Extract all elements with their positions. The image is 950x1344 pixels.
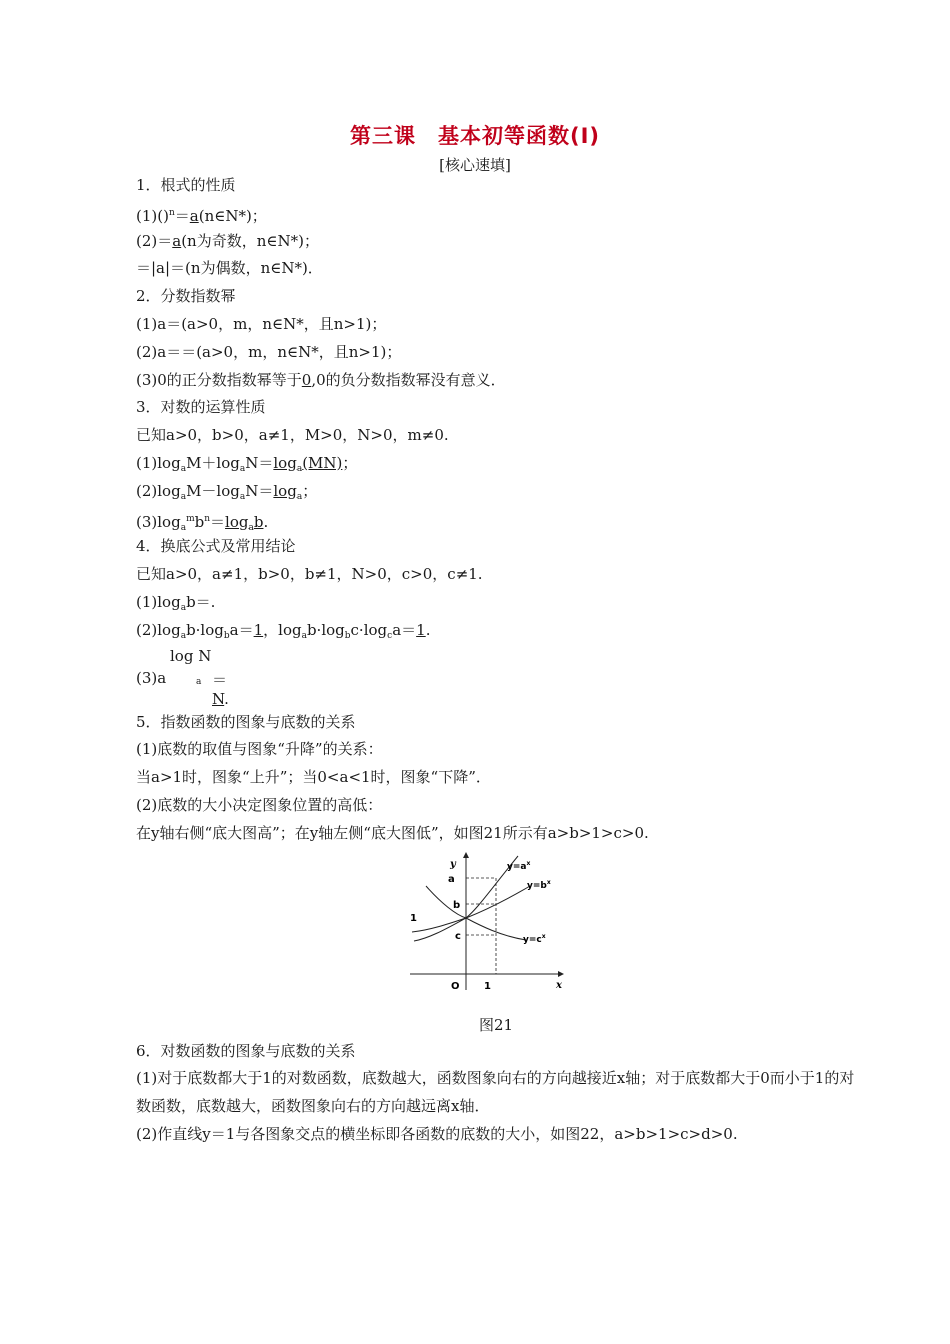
- svg-text:O: O: [451, 980, 460, 992]
- section-heading: 2．分数指数幂: [136, 287, 236, 306]
- page-title: 第三课 基本初等函数(Ⅰ): [349, 124, 600, 148]
- figure-caption: 图21: [478, 1015, 514, 1034]
- text-paragraph: (1)对于底数都大于1的对数函数，底数越大，函数图象向右的方向越接近x轴；对于底数都大于0而小于1的对数函数，底数越大，函数图象向右的方向越远离x轴．: [136, 1069, 855, 1116]
- text-line: (1)a＝(a>0，m，n∈N*，且n>1)；: [136, 314, 387, 333]
- section-heading: 3．对数的运算性质: [136, 398, 266, 417]
- text-line: (2)＝a(n为奇数，n∈N*)；: [136, 231, 319, 250]
- figure-21: [136, 848, 856, 1038]
- text-line: $(2)\log_ab\cdot\log_ba=1$，$\log_ab\cdot\log_bc\cdot\log_ca=1$.: [136, 620, 431, 641]
- text-line: ＝|a|＝(n为偶数，n∈N*)．: [136, 259, 323, 278]
- svg-text:c: c: [455, 930, 461, 942]
- svg-text:1: 1: [410, 912, 417, 924]
- svg-text:1: 1: [484, 980, 491, 992]
- svg-text:b: b: [453, 899, 461, 911]
- section-heading: 5．指数函数的图象与底数的关系: [136, 712, 356, 731]
- text-line: 已知a>0，b>0，a≠1，M>0，N>0，m≠0.: [136, 426, 449, 445]
- text-line: (1)()$^n$＝a(n∈N*)；: [136, 206, 267, 225]
- section-heading: 6．对数函数的图象与底数的关系: [136, 1041, 356, 1060]
- exponential-graph: [406, 848, 566, 1008]
- text-line: (2)作直线y＝1与各图象交点的横坐标即各函数的底数的大小，如图22，a>b>1>c>d>0.: [136, 1124, 738, 1143]
- text-line: (3)0的正分数指数幂等于0,0的负分数指数幂没有意义．: [136, 370, 506, 389]
- text-line: (2)底数的大小决定图象位置的高低：: [136, 795, 383, 814]
- page-subtitle: [核心速填]: [439, 156, 511, 174]
- text-line: 在y轴右侧“底大图高”；在y轴左侧“底大图低”，如图21所示有a>b>1>c>0.: [136, 823, 649, 842]
- svg-text:x: x: [556, 979, 562, 991]
- section-heading: 1．根式的性质: [136, 176, 236, 194]
- text-line: $(3)\log_a^mb^n=\log_ab$.: [136, 512, 269, 533]
- svg-text:y=ax: $y=a^x$: [507, 859, 531, 872]
- content: [136, 172, 856, 1149]
- text-line: $(2)\log_aM-\log_aN=\log_a$；: [136, 481, 318, 502]
- text-line: 已知a>0，a≠1，b>0，b≠1，N>0，c>0，c≠1.: [136, 565, 483, 584]
- svg-text:a: a: [448, 873, 455, 885]
- svg-text:y: y: [450, 858, 456, 870]
- text-line: (1)底数的取值与图象“升降”的关系：: [136, 740, 383, 759]
- section-heading: 4．换底公式及常用结论: [136, 537, 296, 556]
- text-line: $(1)\log_ab=$.: [136, 592, 216, 613]
- text-line: 当a>1时，图象“上升”；当0<a<1时，图象“下降”．: [136, 768, 491, 787]
- svg-text:y=cx: $y=c^x$: [523, 932, 546, 945]
- formula-log-identity: log N (3)a a ＝N.: [136, 646, 229, 708]
- text-line: $(1)\log_aM+\log_aN=\log_a(MN)$；: [136, 453, 358, 474]
- svg-text:y=bx: $y=b^x$: [527, 878, 551, 891]
- text-line: (2)a＝＝(a>0，m，n∈N*，且n>1)；: [136, 342, 402, 361]
